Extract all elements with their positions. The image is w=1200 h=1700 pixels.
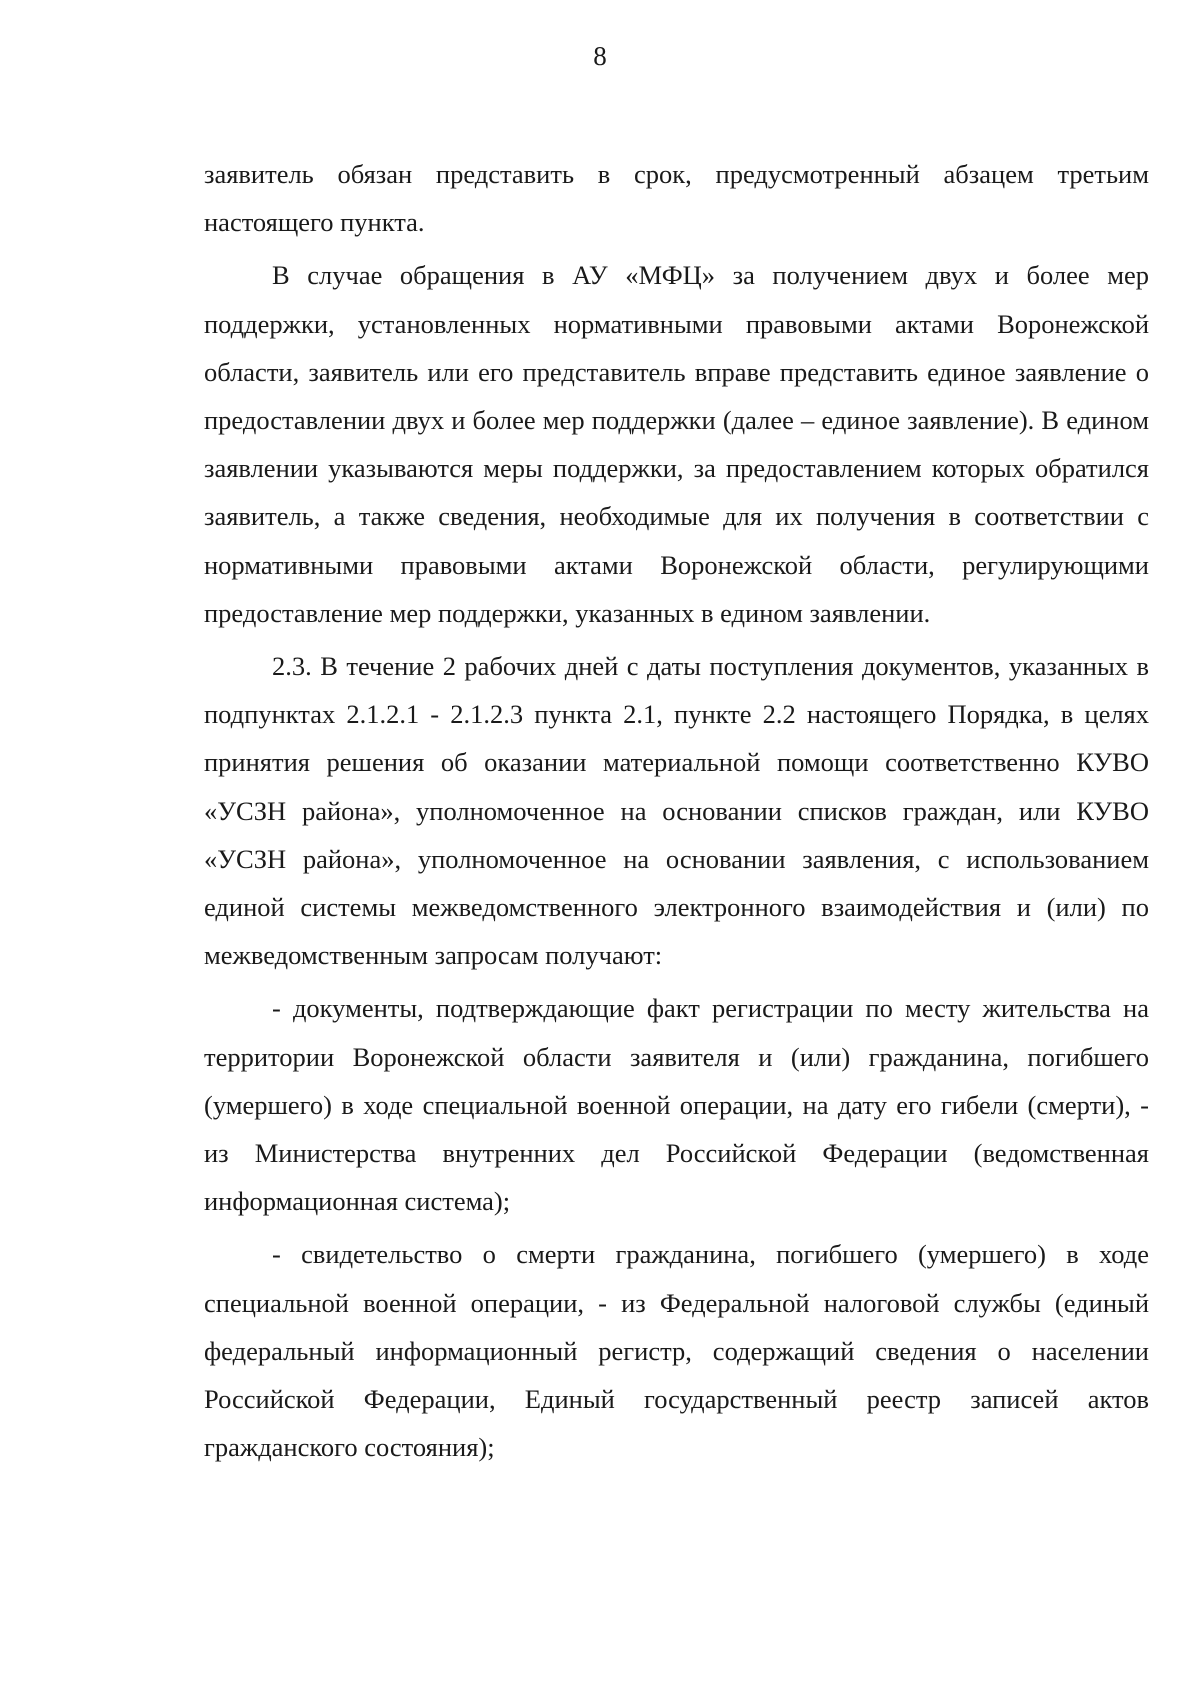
paragraph-clause-2-3: 2.3. В течение 2 рабочих дней с даты поступления документов, указанных в подпунктах 2.1.2.1 - 2.1.2.3 пункта 2.1, пункте 2.2 настоящего Порядка, в целях принятия решения об оказании материальной помощи соответственно КУВО «УСЗН района», уполномоченное на основании списков граждан, или КУВО «УСЗН района», уполномоченное на основании заявления, с использованием единой системы межведомственного электронного взаимодействия и (или) по межведомственным запросам получают: (204, 651, 1149, 971)
list-item-registration-documents: - документы, подтверждающие факт регистрации по месту жительства на территории Воронежской области заявителя и (или) гражданина, погибшего (умершего) в ходе специальной военной операции, на дату его гибели (смерти), - из Министерства внутренних дел Российской Федерации (ведомственная информационная система); (204, 993, 1149, 1217)
paragraph-continuation: заявитель обязан представить в срок, предусмотренный абзацем третьим настоящего пункта. (204, 159, 1149, 238)
list-item-death-certificate: - свидетельство о смерти гражданина, погибшего (умершего) в ходе специальной военной операции, - из Федеральной налоговой службы (единый федеральный информационный регистр, содержащий сведения о населении Российской Федерации, Единый государственный реестр записей актов гражданского состояния); (204, 1239, 1149, 1463)
paragraph-single-application: В случае обращения в АУ «МФЦ» за получением двух и более мер поддержки, установленных нормативными правовыми актами Воронежской области, заявитель или его представитель вправе представить единое заявление о предоставлении двух и более мер поддержки (далее – единое заявление). В едином заявлении указываются меры поддержки, за предоставлением которых обратился заявитель, а также сведения, необходимые для их получения в соответствии с нормативными правовыми актами Воронежской области, регулирующими предоставление мер поддержки, указанных в едином заявлении. (204, 260, 1149, 628)
page-number: 8 (593, 41, 607, 71)
document-body (204, 150, 1149, 1471)
